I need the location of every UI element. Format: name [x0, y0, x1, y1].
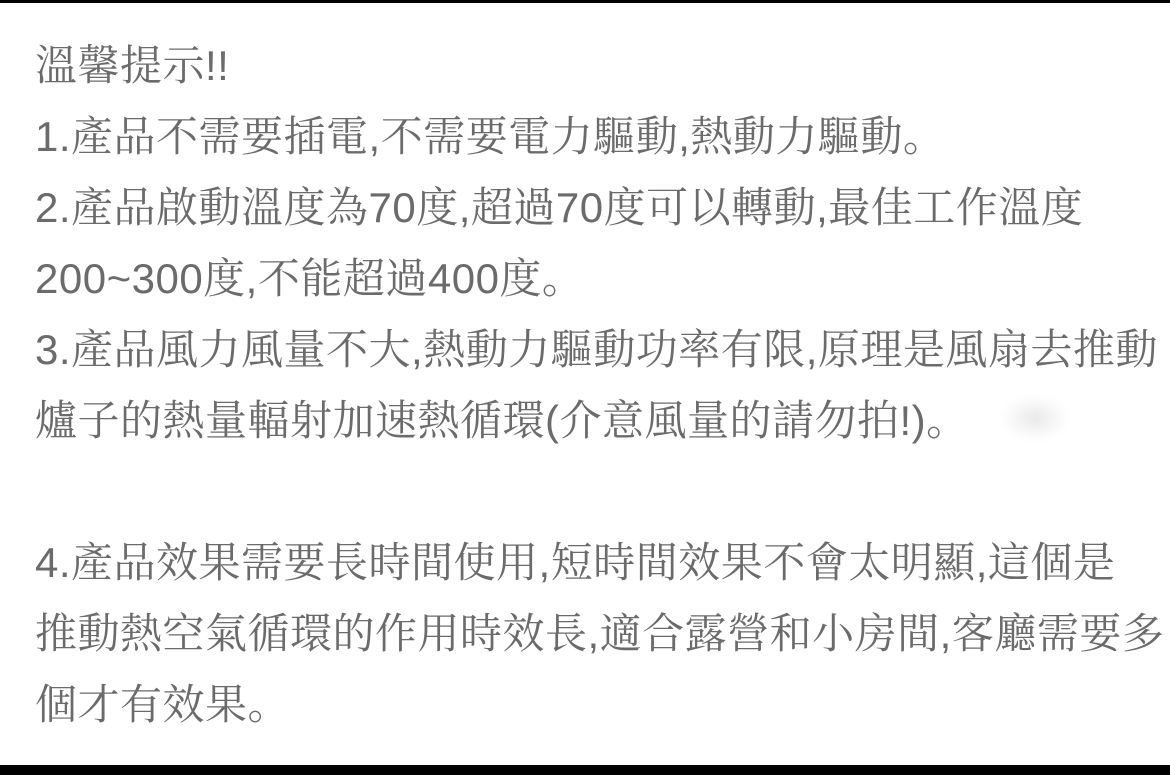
notice-line-2: 2.產品啟動溫度為70度,超過70度可以轉動,最佳工作溫度: [35, 184, 1084, 231]
notice-line-3: 3.產品風力風量不大,熱動力驅動功率有限,原理是風扇去推動: [35, 326, 1158, 373]
notice-line-3-cont: 爐子的熱量輻射加速熱循環(介意風量的請勿拍!)。: [35, 397, 969, 444]
bottom-border-bar: [0, 765, 1170, 775]
notice-text-block: [35, 30, 1165, 740]
notice-line-4-cont: 推動熱空氣循環的作用時效長,適合露營和小房間,客廳需要多: [35, 610, 1165, 657]
notice-line-4-end: 個才有效果。: [35, 681, 291, 728]
notice-line-1: 1.產品不需要插電,不需要電力驅動,熱動力驅動。: [35, 113, 946, 160]
notice-title: 溫馨提示!!: [35, 42, 230, 89]
top-border-bar: [0, 0, 1170, 3]
notice-line-4: 4.產品效果需要長時間使用,短時間效果不會太明顯,這個是: [35, 539, 1116, 586]
notice-line-2-cont: 200~300度,不能超過400度。: [35, 255, 585, 302]
notice-blank-line: [35, 456, 1145, 527]
